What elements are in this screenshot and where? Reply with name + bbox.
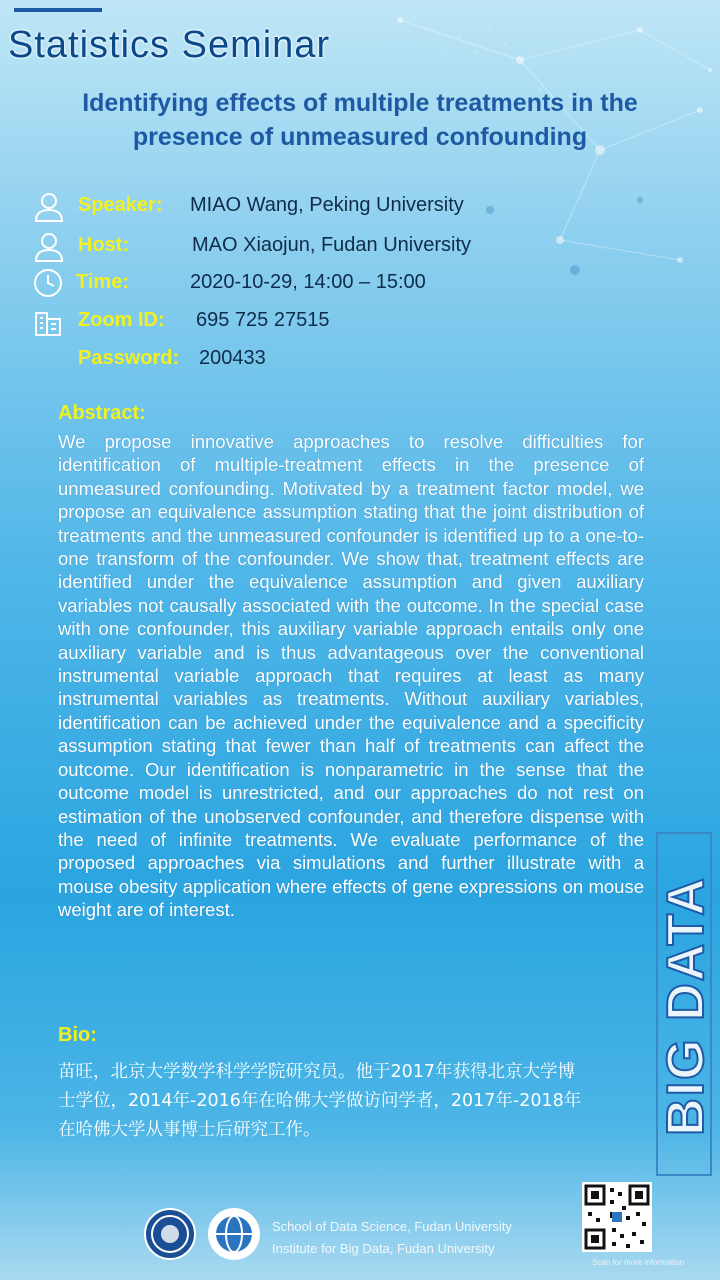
seminar-title: Statistics Seminar	[8, 24, 331, 66]
qr-caption: Scan for more information	[592, 1258, 685, 1267]
person-icon	[32, 190, 66, 224]
bio-line-2: 士学位，2014年-2016年在哈佛大学做访问学者，2017年-2018年	[58, 1091, 582, 1111]
time-label: Time:	[76, 271, 129, 293]
zoom-id-label: Zoom ID:	[78, 309, 165, 331]
data-science-school-logo	[208, 1208, 260, 1260]
top-accent-bar	[14, 8, 102, 12]
zoom-row	[32, 305, 692, 339]
host-label: Host:	[78, 234, 130, 256]
abstract-heading: Abstract:	[58, 402, 146, 424]
abstract-text: We propose innovative approaches to resolve difficulties for identification of multiple-treatment effects in the presence of unmeasured confounding. Motivated by a treatment factor model, we propose an equivalence assumption stating that the joint distribution of treatments and the unmeasured confounder is identified up to a one-to-one transform of the confounder. We show that, treatment effects are identified under the equivalence assumption and given auxiliary variables not causally associated with the outcome. In the special case with one confounder, this auxiliary variable approach entails only one auxiliary variable and is thus advantageous over the conventional instrumental variable approach that requires at least as many instrumental variables as treatments. Without auxiliary variables, identification can be achieved under the equivalence and a specificity assumption stating that fewer than half of treatments can affect the outcome. Our identification is nonparametric in the sense that the outcome model is unrestricted, and our approaches do not rest on estimation of the unobserved confounder, and therefore dispense with the need of infinite treatments. We evaluate performance of the proposed approaches via simulations and further illustrate with a mouse obesity application where effects of gene expressions on mouse weight are of interest.	[58, 431, 644, 921]
speaker-label: Speaker:	[78, 194, 163, 216]
talk-title	[20, 86, 700, 154]
password-row	[32, 343, 692, 377]
time-value: 2020-10-29, 14:00 – 15:00	[190, 271, 426, 293]
bio-line-3: 在哈佛大学从事博士后研究工作。	[58, 1120, 321, 1140]
talk-title-line-2: presence of unmeasured confounding	[132, 123, 588, 151]
footer-line-1: School of Data Science, Fudan University	[272, 1219, 512, 1234]
qr-code-icon	[582, 1182, 652, 1252]
zoom-id-value: 695 725 27515	[196, 309, 330, 331]
bio-heading: Bio:	[58, 1024, 97, 1046]
host-row	[32, 230, 692, 264]
big-data-decoration	[656, 832, 715, 1176]
big-data-text: BIG DATA	[657, 876, 715, 1136]
footer-institutions	[272, 1216, 512, 1260]
person-icon	[32, 230, 66, 264]
bio-text	[58, 1058, 638, 1145]
clock-icon	[32, 267, 66, 301]
password-label: Password:	[78, 347, 180, 369]
qr-code[interactable]	[582, 1182, 652, 1252]
bio-line-1: 苗旺，北京大学数学科学学院研究员。他于2017年获得北京大学博	[58, 1062, 576, 1082]
globe-icon	[208, 1208, 260, 1260]
speaker-row	[32, 190, 692, 224]
footer-line-2: Institute for Big Data, Fudan University	[272, 1241, 495, 1256]
time-row	[32, 267, 692, 301]
fudan-university-logo	[144, 1208, 196, 1260]
speaker-value: MIAO Wang, Peking University	[190, 194, 464, 216]
talk-title-line-1: Identifying effects of multiple treatments in the	[82, 89, 638, 117]
seal-icon	[146, 1210, 194, 1258]
host-value: MAO Xiaojun, Fudan University	[192, 234, 472, 256]
password-value: 200433	[199, 347, 266, 369]
building-icon	[32, 305, 66, 339]
